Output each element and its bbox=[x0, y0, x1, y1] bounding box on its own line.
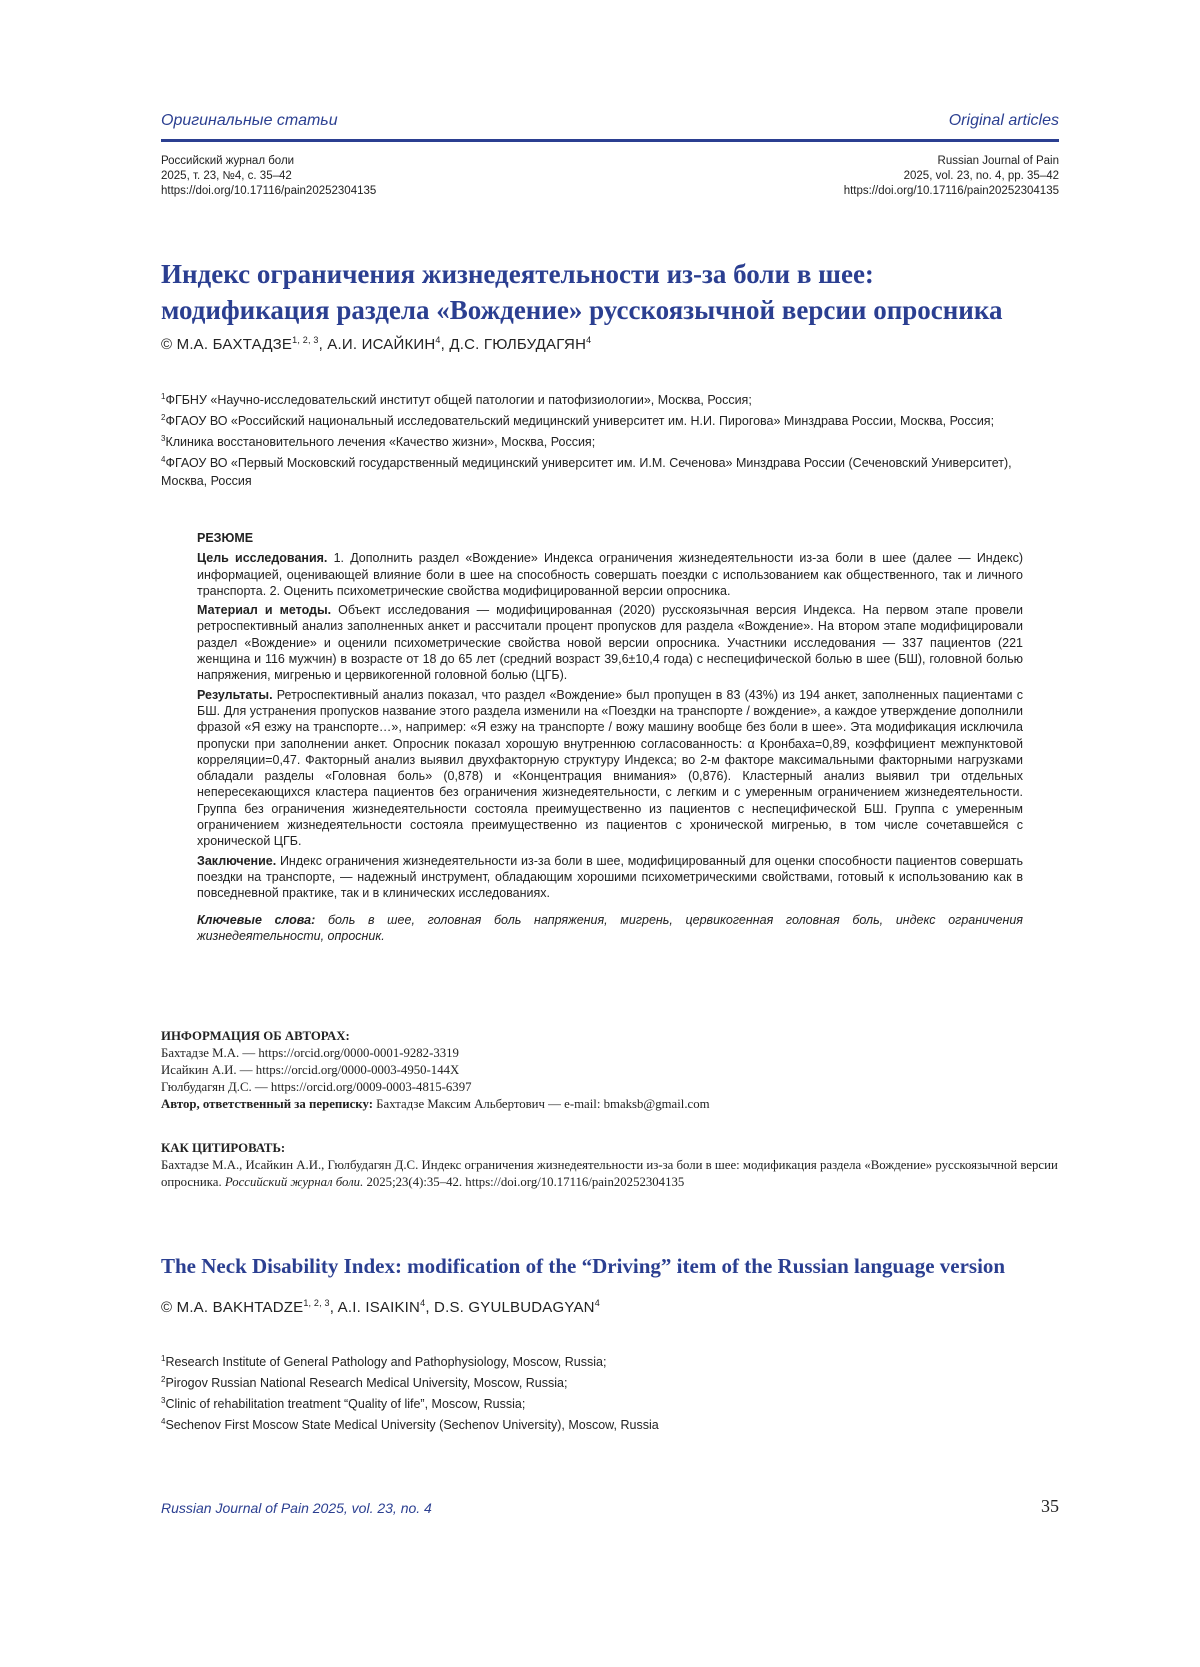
author-info bbox=[161, 1028, 1059, 1113]
authors-ru bbox=[161, 335, 591, 353]
affiliation-ru: $^4$ФГАОУ ВО «Первый Московский государственный медицинский университет им. И.М. Сеченова» Минздрава России (Сеченовский Университет), Москва, Россия bbox=[161, 455, 1012, 488]
author-1-en: © M.A. BAKHTADZE bbox=[161, 1299, 304, 1316]
journal-doi-en[interactable]: https://doi.org/10.17116/pain20252304135 bbox=[843, 185, 1059, 197]
journal-issue-ru: 2025, т. 23, №4, с. 35–42 bbox=[161, 170, 292, 182]
title-ru-line-1: Индекс ограничения жизнедеятельности из-за боли в шее: bbox=[161, 259, 874, 289]
author-3-affil: 4 bbox=[586, 335, 592, 345]
author-1-affil-en: 1, 2, 3 bbox=[303, 1298, 330, 1308]
citation-heading: КАК ЦИТИРОВАТЬ: bbox=[161, 1141, 286, 1155]
section-label-en: Original articles bbox=[948, 112, 1059, 129]
page-number: 35 bbox=[1041, 1496, 1059, 1516]
citation-text: Бахтадзе М.А., Исайкин А.И., Гюлбудагян Д.С. Индекс ограничения жизнедеятельности из-за боли в шее: модификация раздела «Вождение» русскоязычной версии опросника. Российский журнал боли. 2025;23(4):35–42. https://doi.org/10.17116/pain20252304135 bbox=[161, 1158, 1058, 1189]
journal-name-en: Russian Journal of Pain bbox=[937, 155, 1059, 167]
abstract-aim: Цель исследования. 1. Дополнить раздел «Вождение» Индекса ограничения жизнедеятельности из-за боли в шее (далее — Индекс) информацией, оценивающей влияние боли в шее на способность совершать поездки с использованием как общественного, так и личного транспорта. 2. Оценить психометрические свойства модифицированной версии опросника. bbox=[197, 551, 1023, 598]
affiliation-ru: $^3$Клиника восстановительного лечения «Качество жизни», Москва, Россия; bbox=[161, 434, 596, 450]
article-title-en: The Neck Disability Index: modification of the “Driving” item of the Russian language version bbox=[161, 1254, 1006, 1278]
affiliation-ru: $^1$ФГБНУ «Научно-исследовательский институт общей патологии и патофизиологии», Москва, Россия; bbox=[161, 392, 752, 408]
journal-info-ru bbox=[161, 154, 376, 199]
affiliation-en: $^4$Sechenov First Moscow State Medical University (Sechenov University), Moscow, Russia bbox=[161, 1417, 659, 1433]
affiliations-en bbox=[161, 1350, 1041, 1435]
corresponding-author: Автор, ответственный за переписку: Бахтадзе Максим Альбертович — e-mail: bmaksb@gmail.com bbox=[161, 1097, 710, 1111]
author-orcid[interactable]: Бахтадзе М.А. — https://orcid.org/0000-0001-9282-3319 bbox=[161, 1046, 459, 1060]
section-label-ru: Оригинальные статьи bbox=[161, 112, 338, 129]
abstract-keywords: Ключевые слова: боль в шее, головная боль напряжения, мигрень, цервикогенная головная боль, индекс ограничения жизнедеятельности, опросник. bbox=[197, 912, 1023, 943]
abstract bbox=[197, 530, 1023, 947]
author-1: © М.А. БАХТАДЗЕ bbox=[161, 336, 293, 353]
author-2-affil: 4 bbox=[435, 335, 441, 345]
author-2: , А.И. ИСАЙКИН bbox=[318, 336, 436, 353]
authors-en bbox=[161, 1298, 600, 1316]
journal-doi-ru[interactable]: https://doi.org/10.17116/pain20252304135 bbox=[161, 185, 377, 197]
author-3-en: , D.S. GYULBUDAGYAN bbox=[425, 1299, 595, 1316]
section-header bbox=[161, 112, 1059, 136]
author-2-affil-en: 4 bbox=[420, 1298, 426, 1308]
affiliation-en: $^2$Pirogov Russian National Research Medical University, Moscow, Russia; bbox=[161, 1375, 568, 1391]
author-3: , Д.С. ГЮЛБУДАГЯН bbox=[440, 336, 587, 353]
affiliations-ru bbox=[161, 388, 1041, 490]
author-1-affil: 1, 2, 3 bbox=[292, 335, 319, 345]
footer-journal: Russian Journal of Pain 2025, vol. 23, no. 4 bbox=[161, 1500, 432, 1516]
abstract-conclusion: Заключение. Индекс ограничения жизнедеятельности из-за боли в шее, модифицированный для оценки способности пациентов совершать поездки на транспорте, — надежный инструмент, обладающим хорошими психометрическими свойствами, готовый к использованию как в повседневной практике, так и в клинических исследованиях. bbox=[197, 853, 1023, 901]
abstract-results: Результаты. Ретроспективный анализ показал, что раздел «Вождение» был пропущен в 83 (43%) из 194 анкет, заполненных пациентами с БШ. Для устранения пропусков название этого раздела изменили на «Поездки на транспорте / вождение», а каждое утверждение дополнили фразой «Я езжу на транспорте…», например: «Я езжу на транспорте / вожу машину вообще без боли в шее». Эта модификация исключила пропуски при заполнении анкет. Опросник показал хорошую внутреннюю согласованность: α Кронбаха=0,89, коэффициент межпунктовой корреляции=0,47. Факторный анализ выявил двухфакторную структуру Индекса; во 2-м факторе максимальными факторными нагрузками обладали разделы «Головная боль» (0,878) и «Концентрация внимания» (0,876). Кластерный анализ выявил три отдельных непересекающихся кластера пациентов без ограничения жизнедеятельности, с легким и с умеренным ограничением жизнедеятельности. Группа без ограничения жизнедеятельности состояла преимущественно из пациентов с неспецифической БШ. Группа с умеренным ограничением жизнедеятельности состояла преимущественно из пациентов с хронической мигренью, в том числе сочетавшейся с хронической ЦГБ. bbox=[197, 687, 1023, 849]
author-orcid[interactable]: Гюлбудагян Д.С. — https://orcid.org/0009-0003-4815-6397 bbox=[161, 1080, 472, 1094]
affiliation-ru: $^2$ФГАОУ ВО «Российский национальный исследовательский медицинский университет им. Н.И. Пирогова» Минздрава России, Москва, Россия; bbox=[161, 413, 995, 429]
affiliation-en: $^3$Clinic of rehabilitation treatment “Quality of life”, Moscow, Russia; bbox=[161, 1396, 526, 1412]
author-orcid[interactable]: Исайкин А.И. — https://orcid.org/0000-0003-4950-144X bbox=[161, 1063, 460, 1077]
article-title-ru bbox=[161, 256, 1059, 328]
header-rule bbox=[161, 139, 1059, 142]
author-2-en: , A.I. ISAIKIN bbox=[329, 1299, 421, 1316]
abstract-methods: Материал и методы. Объект исследования — модифицированная (2020) русскоязычная версия Индекса. На первом этапе провели ретроспективный анализ заполненных анкет и рассчитали процент пропусков для раздела «Вождение». На втором этапе модифицировали раздел «Вождение» и оценили психометрические свойства новой версии опросника. Участники исследования — 337 пациентов (221 женщина и 116 мужчин) в возрасте от 18 до 65 лет (средний возраст 39,6±10,4 года) с неспецифической болью в шее (БШ), головной болью напряжения, мигренью и цервикогенной головной болью (ЦГБ). bbox=[197, 603, 1023, 683]
affiliation-en: $^1$Research Institute of General Pathology and Pathophysiology, Moscow, Russia; bbox=[161, 1354, 607, 1370]
journal-name-ru: Российский журнал боли bbox=[161, 155, 295, 167]
author-info-heading: ИНФОРМАЦИЯ ОБ АВТОРАХ: bbox=[161, 1029, 350, 1043]
title-ru-line-2: модификация раздела «Вождение» русскоязычной версии опросника bbox=[161, 295, 1003, 325]
author-3-affil-en: 4 bbox=[594, 1298, 600, 1308]
citation bbox=[161, 1140, 1059, 1191]
abstract-heading: РЕЗЮМЕ bbox=[197, 531, 254, 545]
journal-info-en bbox=[844, 154, 1059, 199]
journal-issue-en: 2025, vol. 23, no. 4, pp. 35–42 bbox=[903, 170, 1059, 182]
